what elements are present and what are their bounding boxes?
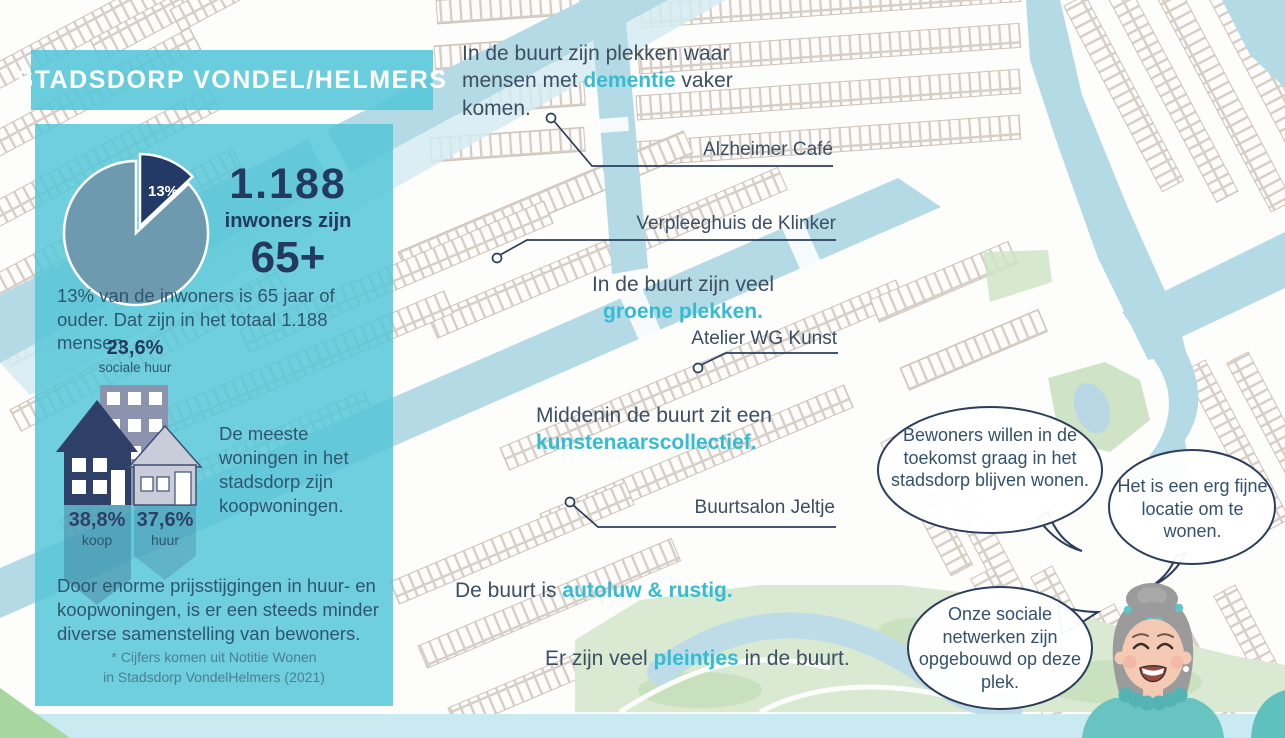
callout-label-verpleeghuis: Verpleeghuis de Klinker xyxy=(636,213,836,234)
bubble-text-blijven-wonen: Bewoners willen in de toekomst graag in het stadsdorp blijven wonen. xyxy=(890,425,1090,491)
huur-label: huur xyxy=(150,532,180,548)
source-footnote xyxy=(63,648,365,687)
sociale-huur-pct: 23,6% xyxy=(106,337,164,359)
population-paragraph: 13% van de inwoners is 65 jaar of ouder. Dat zijn in het totaal 1.188 mensen. xyxy=(57,285,335,354)
sociale-huur-label: sociale huur xyxy=(98,360,172,375)
huur-pct: 37,6% xyxy=(136,509,194,531)
callout-label-atelier: Atelier WG Kunst xyxy=(691,328,837,349)
note-kunstenaarscollectief xyxy=(536,402,836,457)
koop-pct: 38,8% xyxy=(68,509,126,531)
note-kunst-highlight: kunstenaarscollectief. xyxy=(536,431,757,455)
note-dementie-post: vaker komen. xyxy=(462,69,733,120)
panel-title xyxy=(16,50,448,110)
sociale-huur-stat xyxy=(75,337,195,375)
prices-paragraph: Door enorme prijsstijgingen in huur- en koopwoningen, is er een steeds minder diverse samenstelling van bewoners. xyxy=(57,575,379,645)
source-line2: in Stadsdorp VondelHelmers (2021) xyxy=(103,668,325,685)
stat-caption: inwoners zijn xyxy=(224,210,352,232)
callout-label-alzheimer-cafe: Alzheimer Café xyxy=(703,139,833,160)
housing-caption: De meeste woningen in het stadsdorp zijn koopwoningen. xyxy=(219,423,349,517)
koop-label: koop xyxy=(81,532,113,548)
note-dementie-highlight: dementie xyxy=(583,69,676,93)
note-dementie-pre: In de buurt zijn plekken waar mensen met xyxy=(462,42,730,93)
note-kunst-line1: Middenin de buurt zit een xyxy=(536,404,772,427)
source-line1: * Cijfers komen uit Notitie Wonen xyxy=(111,649,317,665)
note-dementie xyxy=(462,40,778,122)
bubble-text-fijne-locatie: Het is een erg fijne locatie om te wonen. xyxy=(1117,476,1268,542)
note-groen-line1: In de buurt zijn veel xyxy=(591,273,775,296)
note-groen-highlight: groene plekken. xyxy=(603,300,763,324)
note-pleintjes-post: in de buurt. xyxy=(738,647,850,670)
pie-percentage-label: 13% xyxy=(147,183,179,200)
bubble-text-sociale-netwerken: Onze sociale netwerken zijn opgebouwd op deze plek. xyxy=(918,604,1082,693)
note-autoluw-pre: De buurt is xyxy=(455,579,563,602)
stat-number: 1.188 xyxy=(229,160,347,208)
note-groene-plekken xyxy=(553,271,813,326)
note-autoluw xyxy=(455,577,785,604)
note-pleintjes-pre: Er zijn veel xyxy=(545,647,654,670)
panel-title-text: STADSDORP VONDEL/HELMERS xyxy=(16,65,448,94)
note-pleintjes-highlight: pleintjes xyxy=(653,647,739,670)
note-pleintjes xyxy=(545,645,875,672)
stat-age: 65+ xyxy=(250,233,326,282)
note-autoluw-highlight: autoluw & rustig. xyxy=(562,579,733,602)
callout-label-buurtsalon: Buurtsalon Jeltje xyxy=(694,497,835,518)
population-stat xyxy=(213,160,363,283)
stats-panel xyxy=(35,124,393,706)
housing-illustration xyxy=(55,374,207,606)
